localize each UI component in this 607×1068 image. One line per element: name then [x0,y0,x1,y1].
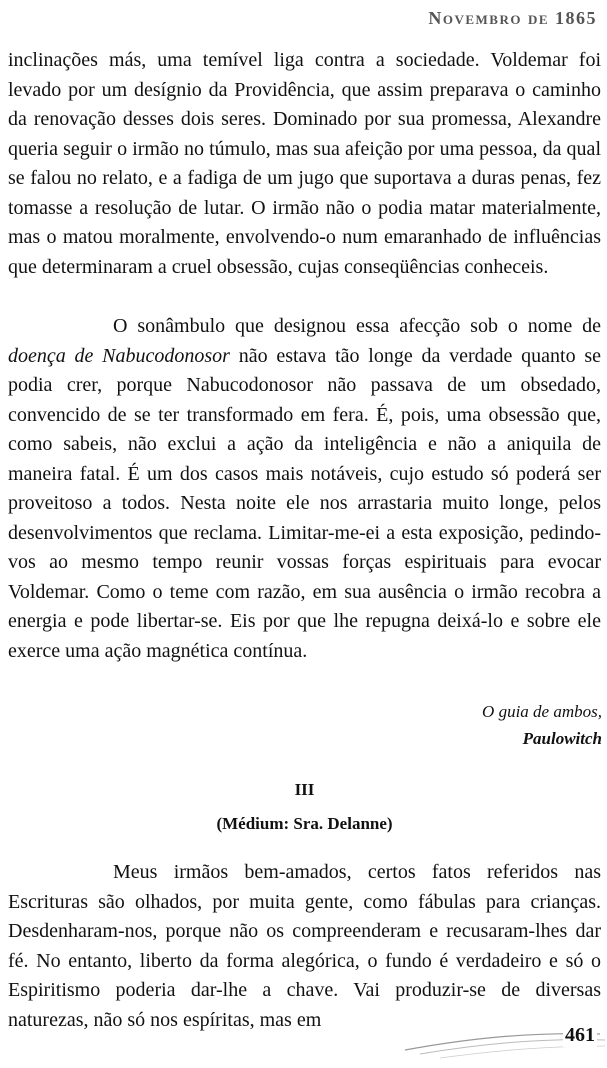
page-number-ornament [400,1018,607,1063]
page-number: 461 [565,1024,595,1046]
running-header: Novembro de 1865 [428,8,597,28]
paragraph-2 [8,312,601,666]
paragraph-3: Meus irmãos bem-amados, certos fatos referidos nas Escrituras são olhados, por muita gente, como fábulas para crianças. Desdenharam-nos, porque não os compreenderam e recusaram-lhes dar fé. No entanto, liberto da forma alegórica, o fundo é verdadeiro e só o Espiritismo poderia dar-lhe a chave. Vai produzir-se de diversas naturezas, não só nos espíritas, mas em [8,861,601,1031]
medium-heading: (Médium: Sra. Delanne) [216,814,393,833]
paragraph-2-start: O sonâmbulo que designou essa afecção sob o nome de [113,315,601,337]
section-number: III [294,780,315,799]
paragraph-2-rest: não estava tão longe da verdade quanto se podia crer, porque Nabucodonosor não passava de um obsedado, convencido de se ter transformado em fera. É, pois, uma obsessão que, como sabeis, não exclui a ação da inteligência e não a aniquila de maneira fatal. É um dos casos mais notáveis, cujo estudo só poderá ser proveitoso a todos. Nesta noite ele nos arrastaria muito longe, pelos desenvolvimentos que reclama. Limitar-me-ei a esta exposição, pedindo-vos ao mesmo tempo reunir vossas forças espirituais para evocar Voldemar. Como o teme com razão, em sua ausência o irmão recobra a energia e pode libertar-se. Eis por que lhe repugna deixá-lo e sobre ele exerce uma ação magnética contínua. [8,344,601,662]
signature-role: O guia de ambos, [482,702,602,721]
signature-name: Paulowitch [522,729,602,748]
page-body [8,46,601,1035]
paragraph-1: inclinações más, uma temível liga contra a sociedade. Voldemar foi levado por um desígnio da Providência, que assim preparava o caminho da renovação desses dois seres. Dominado por sua promessa, Alexandre queria seguir o irmão no túmulo, mas sua afeição por uma pessoa, da qual se falou no relato, e a fadiga de um jugo que suportava a duras penas, fez tomasse a resolução de lutar. O irmão não o podia matar materialmente, mas o matou moralmente, envolvendo-o num emaranhado de influências que determinaram a cruel obsessão, cujas conseqüências conheceis. [8,49,601,278]
italic-term: doença de Nabucodonosor [8,344,230,367]
